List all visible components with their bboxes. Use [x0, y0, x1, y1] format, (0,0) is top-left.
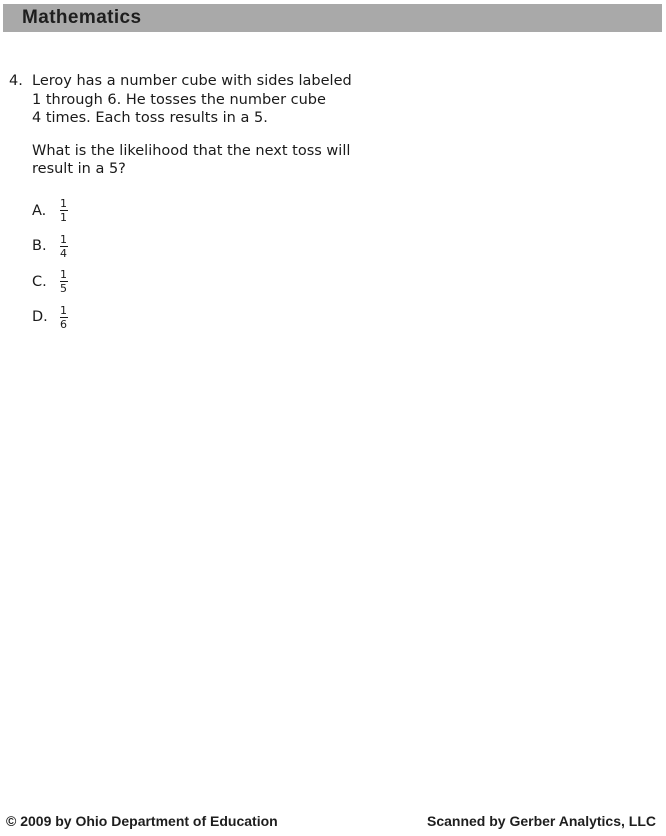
prompt-line: result in a 5?: [32, 161, 126, 177]
fraction-numerator: 1: [60, 303, 67, 317]
fraction: [59, 234, 68, 259]
choice-letter: D.: [32, 309, 48, 326]
choice-d[interactable]: [32, 300, 68, 336]
stem-line: 1 through 6. He tosses the number cube: [32, 91, 326, 108]
fraction-numerator: 1: [60, 197, 67, 211]
choice-letter: A.: [32, 202, 47, 219]
footer-copyright: © 2009 by Ohio Department of Education: [6, 813, 278, 829]
fraction-denominator: 5: [60, 282, 67, 296]
question-body: [32, 72, 412, 179]
fraction: [59, 269, 68, 294]
fraction-numerator: 1: [60, 232, 67, 246]
choice-c[interactable]: [32, 264, 68, 300]
question-number: 4.: [9, 73, 23, 89]
prompt-line: What is the likelihood that the next toss will: [32, 142, 351, 159]
fraction: [59, 305, 68, 330]
fraction-denominator: 4: [60, 246, 67, 260]
question-stem: [32, 72, 412, 128]
choice-letter: C.: [32, 273, 47, 290]
fraction-denominator: 1: [60, 211, 67, 225]
page-title: Mathematics: [22, 7, 142, 28]
question-prompt: [32, 142, 412, 179]
choice-b[interactable]: [32, 229, 68, 265]
answer-choices: [32, 193, 68, 335]
fraction-numerator: 1: [60, 268, 67, 282]
header-bar: [3, 4, 662, 32]
stem-line: 4 times. Each toss results in a 5.: [32, 110, 268, 126]
stem-line: Leroy has a number cube with sides labeled: [32, 73, 352, 89]
footer-scanned-by: Scanned by Gerber Analytics, LLC: [427, 813, 656, 829]
choice-a[interactable]: [32, 193, 68, 229]
fraction-denominator: 6: [60, 317, 67, 331]
fraction: [59, 198, 68, 223]
choice-letter: B.: [32, 238, 47, 255]
